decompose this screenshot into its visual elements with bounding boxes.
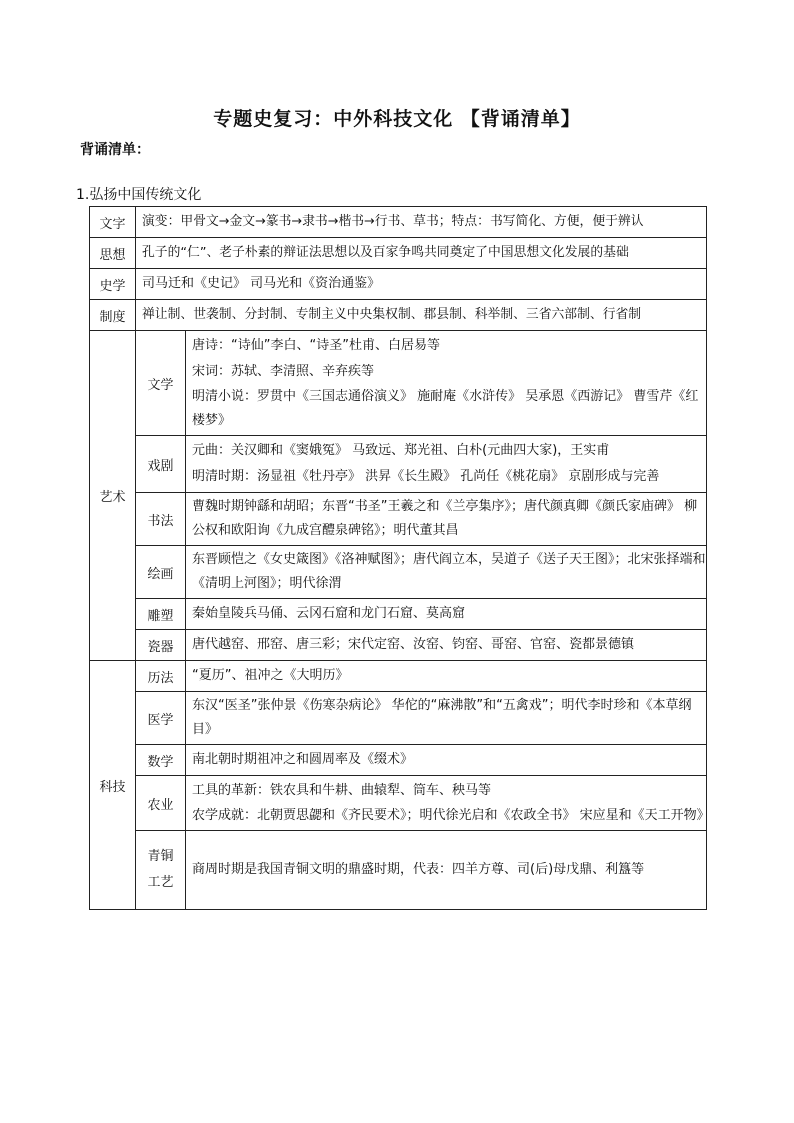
category-label: 艺术	[90, 331, 136, 661]
table-row	[90, 493, 707, 546]
table-row	[90, 436, 707, 493]
category-content: 孔子的“仁”、老子朴素的辩证法思想以及百家争鸣共同奠定了中国思想文化发展的基础	[136, 238, 707, 269]
subcategory-label: 雕塑	[136, 599, 186, 630]
category-label: 科技	[90, 661, 136, 910]
subcategory-label: 文学	[136, 331, 186, 436]
table-row	[90, 831, 707, 910]
table-row	[90, 300, 707, 331]
subcategory-label: 医学	[136, 692, 186, 745]
subcategory-content: 商周时期是我国青铜文明的鼎盛时期，代表：四羊方尊、司(后)母戊鼎、利簋等	[186, 831, 707, 910]
subcategory-content: 曹魏时期钟繇和胡昭；东晋“书圣”王羲之和《兰亭集序》；唐代颜真卿《颜氏家庙碑》 柳公权和欧阳询《九成宫醴泉碑铭》；明代董其昌	[186, 493, 707, 546]
table-row	[90, 776, 707, 831]
subcategory-label: 农业	[136, 776, 186, 831]
page-title: 专题史复习：中外科技文化 【背诵清单】	[213, 108, 581, 130]
category-content: 司马迁和《史记》 司马光和《资治通鉴》	[136, 269, 707, 300]
subcategory-label: 戏剧	[136, 436, 186, 493]
category-label: 思想	[90, 238, 136, 269]
table-row	[90, 692, 707, 745]
subcategory-content: 唐诗：“诗仙”李白、“诗圣”杜甫、白居易等 宋词：苏轼、李清照、辛弃疾等 明清小说：罗贯中《三国志通俗演义》 施耐庵《水浒传》 吴承恩《西游记》 曹雪芹《红楼梦》	[186, 331, 707, 436]
table-row	[90, 546, 707, 599]
subcategory-content: 东晋顾恺之《女史箴图》《洛神赋图》；唐代阎立本，吴道子《送子天王图》；北宋张择端和《清明上河图》；明代徐渭	[186, 546, 707, 599]
subcategory-content: 工具的革新：铁农具和牛耕、曲辕犁、筒车、秧马等 农学成就：北朝贾思勰和《齐民要术》；明代徐光启和《农政全书》 宋应星和《天工开物》	[186, 776, 707, 831]
table-row	[90, 745, 707, 776]
subcategory-content: 元曲：关汉卿和《窦娥冤》 马致远、郑光祖、白朴(元曲四大家)，王实甫 明清时期：汤显祖《牡丹亭》 洪昇《长生殿》 孔尚任《桃花扇》 京剧形成与完善	[186, 436, 707, 493]
subcategory-content: 南北朝时期祖冲之和圆周率及《缀术》	[186, 745, 707, 776]
category-label: 文字	[90, 207, 136, 238]
table-row	[90, 630, 707, 661]
subcategory-label: 瓷器	[136, 630, 186, 661]
subcategory-content: 唐代越窑、邢窑、唐三彩；宋代定窑、汝窑、钧窑、哥窑、官窑、瓷都景德镇	[186, 630, 707, 661]
section-heading: 1.弘扬中国传统文化	[76, 187, 202, 203]
subcategory-content: 秦始皇陵兵马俑、云冈石窟和龙门石窟、莫高窟	[186, 599, 707, 630]
subcategory-label: 历法	[136, 661, 186, 692]
table-row	[90, 238, 707, 269]
table-row	[90, 207, 707, 238]
subcategory-content: 东汉“医圣”张仲景《伤寒杂病论》 华佗的“麻沸散”和“五禽戏”；明代李时珍和《本草纲目》	[186, 692, 707, 745]
category-content: 禅让制、世袭制、分封制、专制主义中央集权制、郡县制、科举制、三省六部制、行省制	[136, 300, 707, 331]
table-row	[90, 331, 707, 436]
subcategory-label: 绘画	[136, 546, 186, 599]
category-label: 制度	[90, 300, 136, 331]
subcategory-label: 青铜 工艺	[136, 831, 186, 910]
subcategory-label: 书法	[136, 493, 186, 546]
category-label: 史学	[90, 269, 136, 300]
table-row	[90, 269, 707, 300]
table-row	[90, 661, 707, 692]
table-row	[90, 599, 707, 630]
category-content: 演变：甲骨文→金文→篆书→隶书→楷书→行书、草书；特点：书写简化、方便，便于辨认	[136, 207, 707, 238]
subcategory-content: “夏历”、祖冲之《大明历》	[186, 661, 707, 692]
subcategory-label: 数学	[136, 745, 186, 776]
list-subtitle: 背诵清单：	[80, 142, 150, 158]
recitation-table	[89, 206, 710, 910]
